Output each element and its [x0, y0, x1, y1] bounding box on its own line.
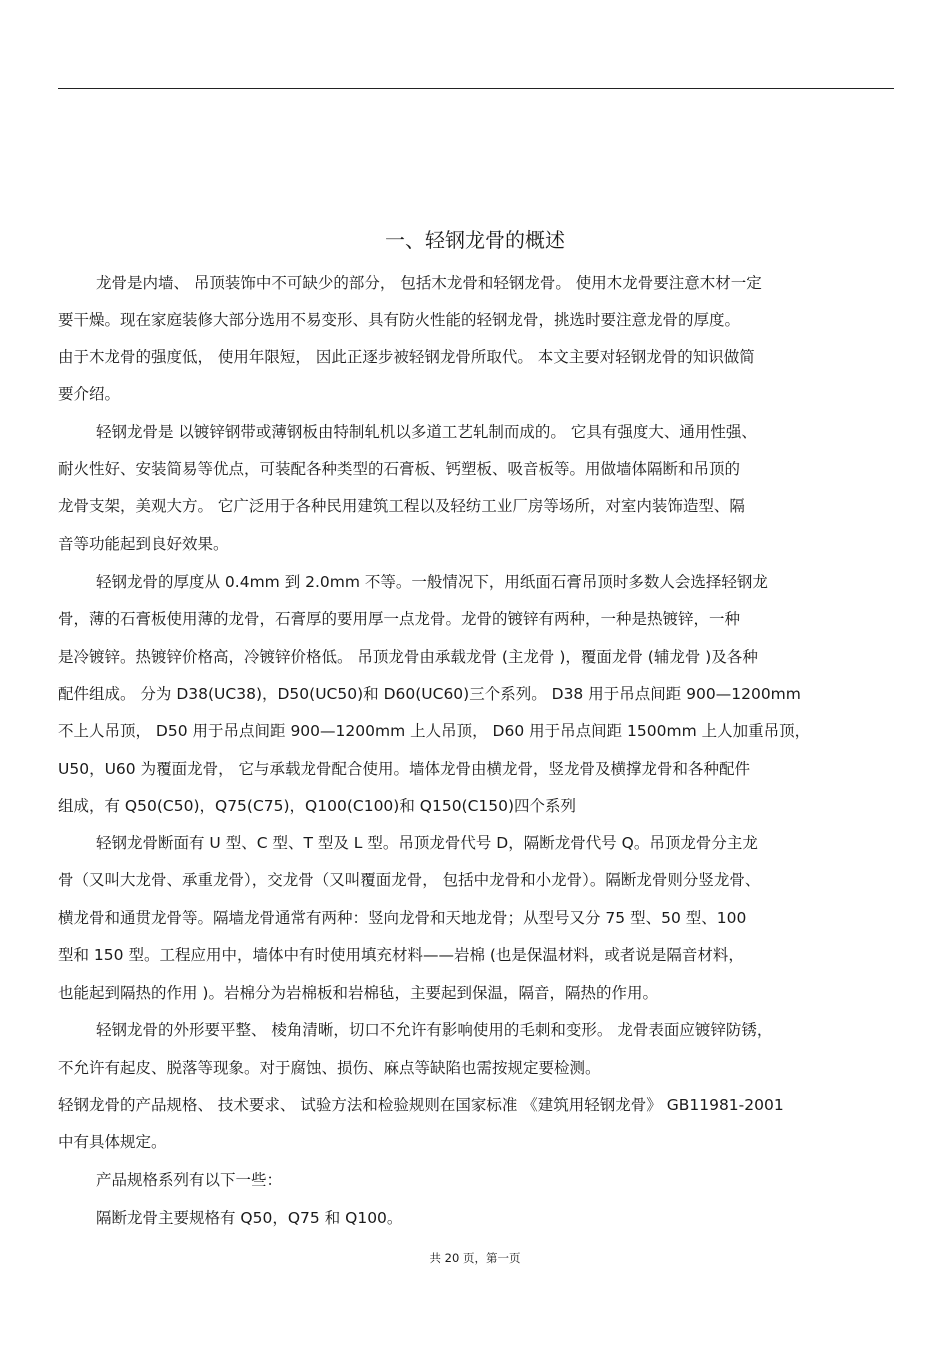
text-line: 骨（又叫大龙骨、承重龙骨），交龙骨（又叫覆面龙骨， 包括中龙骨和小龙骨）。隔断龙骨则分竖龙骨、 [58, 871, 761, 889]
text-line: 龙骨是内墙、 吊顶装饰中不可缺少的部分， 包括木龙骨和轻钢龙骨。 使用木龙骨要注意木材一定 [96, 274, 762, 292]
text-line: 轻钢龙骨的外形要平整、 棱角清晰，切口不允许有影响使用的毛刺和变形。 龙骨表面应镀锌防锈， [96, 1021, 773, 1039]
text-line: 不上人吊顶， D50 用于吊点间距 900—1200mm 上人吊顶， D60 用于吊点间距 1500mm 上人加重吊顶， [58, 722, 811, 740]
text-line: 骨，薄的石膏板使用薄的龙骨，石膏厚的要用厚一点龙骨。龙骨的镀锌有两种，一种是热镀锌，一种 [58, 610, 741, 628]
text-line: 型和 150 型。工程应用中，墙体中有时使用填充材料——岩棉 (也是保温材料，或者说是隔音材料， [58, 946, 744, 964]
text-line: 配件组成。 分为 D38(UC38)，D50(UC50)和 D60(UC60)三个系列。 D38 用于吊点间距 900—1200mm [58, 685, 801, 703]
text-line: 龙骨支架，美观大方。 它广泛用于各种民用建筑工程以及轻纺工业厂房等场所，对室内装饰造型、隔 [58, 497, 745, 515]
text-line: 产品规格系列有以下一些： [96, 1171, 283, 1189]
section-title: 一、轻钢龙骨的概述 [385, 228, 565, 252]
text-line: 中有具体规定。 [58, 1133, 167, 1151]
text-line: 是冷镀锌。热镀锌价格高，冷镀锌价格低。 吊顶龙骨由承载龙骨 (主龙骨 )，覆面龙骨 (辅龙骨 )及各种 [58, 648, 758, 666]
text-line: 轻钢龙骨的产品规格、 技术要求、 试验方法和检验规则在国家标准 《建筑用轻钢龙骨》 GB11981-2001 [58, 1096, 784, 1114]
text-line: 音等功能起到良好效果。 [58, 535, 229, 553]
text-line: 轻钢龙骨断面有 U 型、C 型、T 型及 L 型。吊顶龙骨代号 D，隔断龙骨代号 Q。吊顶龙骨分主龙 [96, 834, 758, 852]
text-line: 轻钢龙骨是 以镀锌钢带或薄钢板由特制轧机以多道工艺轧制而成的。 它具有强度大、通用性强、 [96, 423, 757, 441]
header-rule [58, 88, 894, 89]
page-footer: 共 20 页，第一页 [429, 1251, 521, 1265]
text-line: 隔断龙骨主要规格有 Q50，Q75 和 Q100。 [96, 1209, 403, 1227]
text-line: 要介绍。 [58, 385, 121, 403]
text-line: 也能起到隔热的作用 )。岩棉分为岩棉板和岩棉毡，主要起到保温，隔音，隔热的作用。 [58, 984, 658, 1002]
text-line: 耐火性好、安装简易等优点，可装配各种类型的石膏板、钙塑板、吸音板等。用做墙体隔断和吊顶的 [58, 460, 741, 478]
text-line: 横龙骨和通贯龙骨等。隔墙龙骨通常有两种：竖向龙骨和天地龙骨；从型号又分 75 型、50 型、100 [58, 909, 747, 927]
text-line: U50，U60 为覆面龙骨， 它与承载龙骨配合使用。墙体龙骨由横龙骨，竖龙骨及横撑龙骨和各种配件 [58, 760, 750, 778]
text-line: 轻钢龙骨的厚度从 0.4mm 到 2.0mm 不等。一般情况下，用纸面石膏吊顶时多数人会选择轻钢龙 [96, 573, 768, 591]
text-line: 由于木龙骨的强度低， 使用年限短， 因此正逐步被轻钢龙骨所取代。 本文主要对轻钢龙骨的知识做简 [58, 348, 755, 366]
text-line: 要干燥。现在家庭装修大部分选用不易变形、具有防火性能的轻钢龙骨，挑选时要注意龙骨的厚度。 [58, 311, 741, 329]
text-line: 组成，有 Q50(C50)，Q75(C75)，Q100(C100)和 Q150(C150)四个系列 [58, 797, 577, 815]
text-line: 不允许有起皮、脱落等现象。对于腐蚀、损伤、麻点等缺陷也需按规定要检测。 [58, 1059, 601, 1077]
